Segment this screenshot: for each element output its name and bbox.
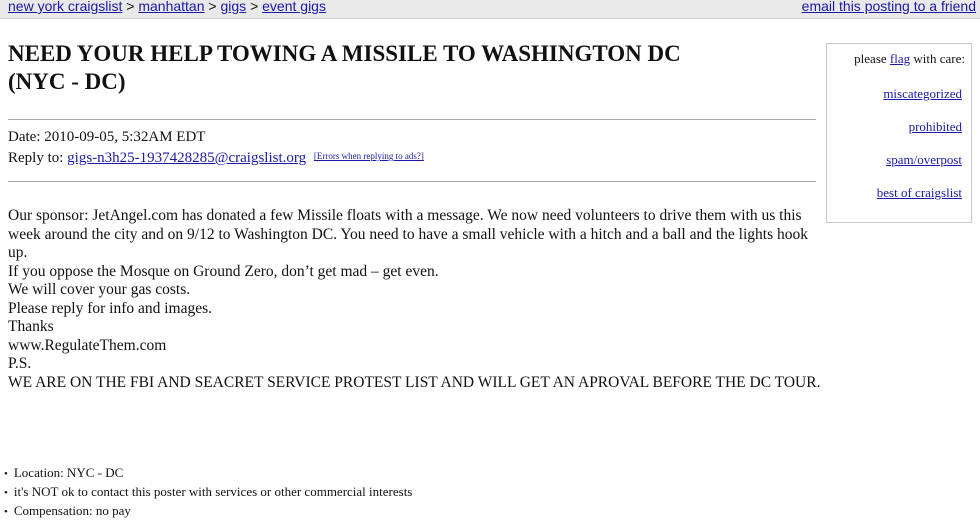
- divider: [8, 181, 816, 182]
- body-line: Thanks: [8, 318, 54, 335]
- flag-miscategorized-link[interactable]: miscategorized: [883, 86, 962, 101]
- posting-meta: [8, 127, 424, 169]
- posting-details-list: [4, 464, 412, 521]
- body-line: www.RegulateThem.com: [8, 336, 167, 354]
- reply-email-link[interactable]: gigs-n3h25-1937428285@craigslist.org: [67, 150, 307, 166]
- body-line: P.S.: [8, 355, 32, 372]
- list-item-location: • Location: NYC - DC: [4, 464, 412, 483]
- breadcrumb-link-subcategory[interactable]: event gigs: [262, 0, 326, 14]
- breadcrumb: [8, 0, 326, 14]
- best-of-craigslist-link[interactable]: best of craigslist: [876, 185, 962, 200]
- list-item-contact-notice: • it's NOT ok to contact this poster with services or other commercial interests: [4, 483, 412, 502]
- flag-prefix: please: [854, 51, 887, 66]
- breadcrumb-link-city[interactable]: new york craigslist: [8, 0, 123, 14]
- flag-box-header: [854, 51, 965, 67]
- date-label: Date:: [8, 129, 41, 145]
- reply-label: Reply to:: [8, 150, 64, 166]
- date-value: 2010-09-05, 5:32AM EDT: [44, 129, 206, 145]
- breadcrumb-link-category[interactable]: gigs: [220, 0, 247, 14]
- posting-title-line2: (NYC - DC): [8, 69, 126, 94]
- reply-to: [8, 148, 424, 169]
- divider: [8, 119, 816, 120]
- breadcrumb-separator: >: [250, 0, 259, 14]
- posting-title-line1: NEED YOUR HELP TOWING A MISSILE TO WASHINGTON DC: [8, 41, 681, 66]
- breadcrumb-separator: >: [126, 0, 135, 14]
- flag-box: [826, 43, 972, 223]
- posting-title: [8, 40, 808, 96]
- list-item-compensation: • Compensation: no pay: [4, 502, 412, 521]
- body-line: Please reply for info and images.: [8, 299, 213, 317]
- body-line: We will cover your gas costs.: [8, 281, 191, 298]
- breadcrumb-separator: >: [208, 0, 217, 14]
- flag-prohibited-link[interactable]: prohibited: [908, 119, 962, 134]
- flag-spam-link[interactable]: spam/overpost: [886, 152, 962, 167]
- body-paragraph: Our sponsor: JetAngel.com has donated a few Missile floats with a message. We now need volunteers to drive them with us this week around the city and on 9/12 to Washington DC. You need to have a small vehicle with a hitch and a ball and the lights hook up.: [8, 207, 809, 261]
- posting-body: [8, 207, 953, 392]
- body-line: WE ARE ON THE FBI AND SEACRET SERVICE PROTEST LIST AND WILL GET AN APROVAL BEFORE THE DC TOUR.: [8, 373, 821, 391]
- body-line: If you oppose the Mosque on Ground Zero, don’t get mad – get even.: [8, 262, 439, 280]
- email-to-friend-link[interactable]: email this posting to a friend: [801, 0, 976, 14]
- posting-date: [8, 127, 424, 148]
- flag-link[interactable]: flag: [889, 51, 911, 66]
- breadcrumb-link-area[interactable]: manhattan: [138, 0, 205, 14]
- breadcrumb-bar: [0, 0, 980, 19]
- errors-replying-link[interactable]: [Errors when replying to ads?]: [313, 151, 424, 161]
- flag-suffix: with care:: [913, 51, 965, 66]
